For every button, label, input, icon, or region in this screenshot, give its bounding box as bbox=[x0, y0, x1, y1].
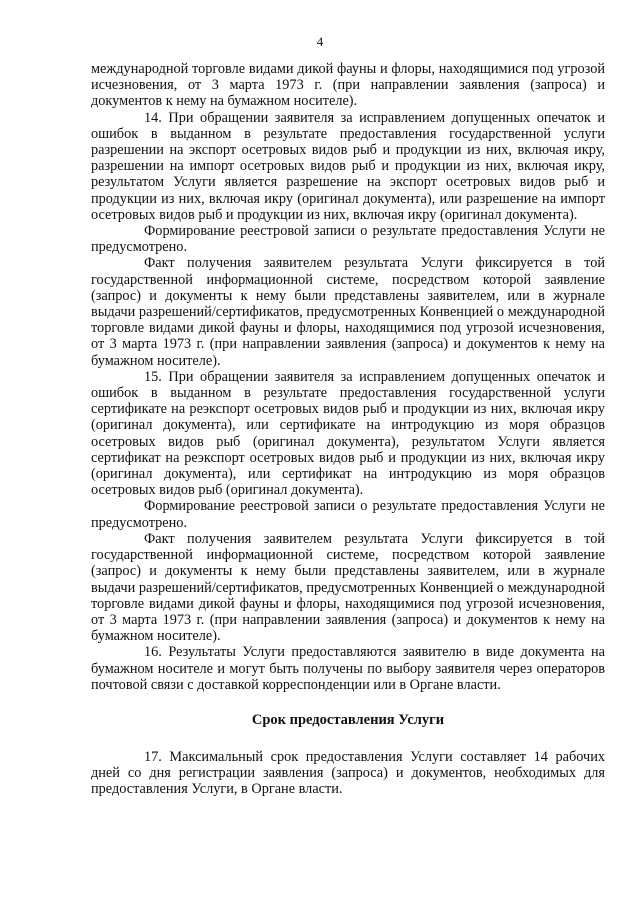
page-number: 4 bbox=[316, 34, 324, 49]
paragraph-registry-note-1: Формирование реестровой записи о результате предоставления Услуги не предусмотрено. bbox=[91, 223, 605, 256]
section-heading: Срок предоставления Услуги bbox=[251, 711, 445, 728]
document-body bbox=[91, 61, 605, 798]
paragraph-continuation: международной торговле видами дикой фауны и флоры, находящимися под угрозой исчезновения, от 3 марта 1973 г. (при направлении заявления (запроса) и документов к нему на бумажном носителе). bbox=[91, 61, 605, 110]
paragraph-14: 14. При обращении заявителя за исправлением допущенных опечаток и ошибок в выданном в результате предоставления государственной услуги разрешении на экспорт осетровых видов рыб и продукции из них, включая икру, разрешении на импорт осетровых видов рыб и продукции из них, включая икру, результатом Услуги является разрешение на экспорт осетровых видов рыб и продукции из них, включая икру (оригинал документа), или разрешение на импорт осетровых видов рыб и продукции из них, включая икру (оригинал документа). bbox=[91, 109, 605, 223]
paragraph-receipt-fact-2: Факт получения заявителем результата Услуги фиксируется в той государственной информационной системе, посредством которой заявление (запрос) и документы к нему были представлены заявителем, или в журнале выдачи разрешений/сертификатов, предусмотренных Конвенцией о международной торговле видами дикой фауны и флоры, находящимися под угрозой исчезновения, от 3 марта 1973 г. (при направлении заявления (запроса) и документов к нему на бумажном носителе). bbox=[91, 530, 605, 645]
paragraph-receipt-fact-1: Факт получения заявителем результата Услуги фиксируется в той государственной информационной системе, посредством которой заявление (запрос) и документы к нему были представлены заявителем, или в журнале выдачи разрешений/сертификатов, предусмотренных Конвенцией о международной торговле видами дикой фауны и флоры, находящимися под угрозой исчезновения, от 3 марта 1973 г. (при направлении заявления (запроса) и документов к нему на бумажном носителе). bbox=[91, 255, 605, 369]
paragraph-registry-note-2: Формирование реестровой записи о результате предоставления Услуги не предусмотрено. bbox=[91, 498, 605, 531]
paragraph-15: 15. При обращении заявителя за исправлением допущенных опечаток и ошибок в выданном в результате предоставления государственной услуги сертификате на реэкспорт осетровых видов рыб и продукции из них, включая икру (оригинал документа), или сертификате на интродукцию из моря образцов осетровых видов рыб (оригинал документа), результатом Услуги является сертификат на реэкспорт осетровых видов рыб и продукции из них, включая икру (оригинал документа), или сертификат на интродукцию из моря образцов осетровых видов рыб (оригинал документа). bbox=[91, 368, 605, 499]
paragraph-17: 17. Максимальный срок предоставления Услуги составляет 14 рабочих дней со дня регистрации заявления (запроса) и документов, необходимых для предоставления Услуги, в Органе власти. bbox=[91, 748, 605, 798]
paragraph-16: 16. Результаты Услуги предоставляются заявителю в виде документа на бумажном носителе и могут быть получены по выбору заявителя через операторов почтовой связи с доставкой корреспонденции или в Органе власти. bbox=[91, 644, 605, 693]
